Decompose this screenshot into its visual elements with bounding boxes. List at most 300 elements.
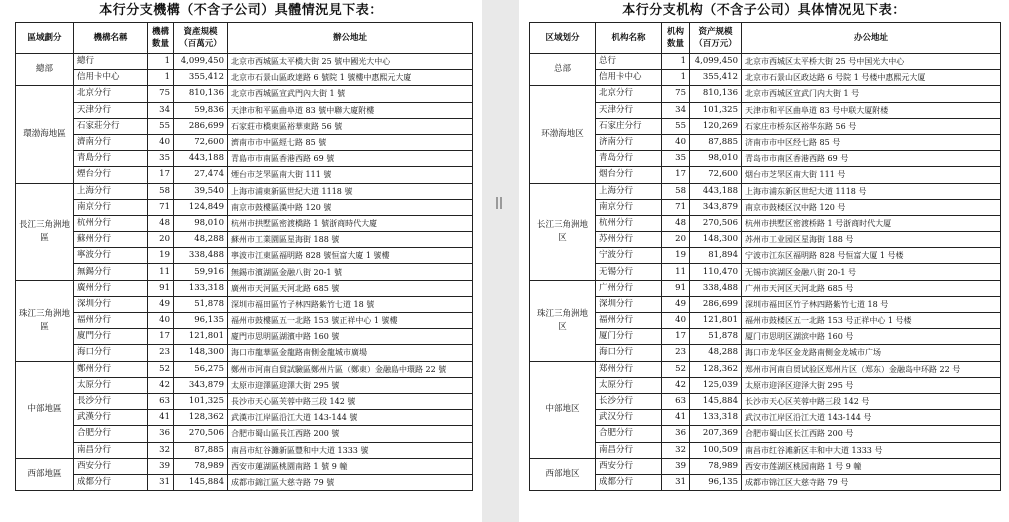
table-row: [530, 296, 1001, 312]
assets-cell: 355,412: [174, 70, 228, 86]
assets-cell: 270,506: [174, 426, 228, 442]
table-row: [16, 442, 473, 458]
branch-count-cell: 63: [148, 393, 174, 409]
branch-count-cell: 42: [662, 377, 690, 393]
branch-name-cell: 烟台分行: [596, 167, 662, 183]
page-title: 本行分支機構（不含子公司）具體情況見下表：: [99, 3, 383, 18]
branch-count-cell: 31: [148, 474, 174, 490]
address-cell: 石家莊市橋東區裕華東路 56 號: [228, 118, 473, 134]
assets-cell: 100,509: [690, 442, 742, 458]
assets-cell: 81,894: [690, 248, 742, 264]
branch-name-cell: 煙台分行: [74, 167, 148, 183]
assets-cell: 338,488: [174, 248, 228, 264]
table-row: [530, 264, 1001, 280]
branch-name-cell: 上海分行: [74, 183, 148, 199]
branch-name-cell: 南昌分行: [596, 442, 662, 458]
header-count: 机构 数量: [662, 23, 690, 54]
table-row: [530, 232, 1001, 248]
address-cell: 深圳市福田區竹子林四路紫竹七道 18 號: [228, 296, 473, 312]
assets-cell: 96,135: [174, 313, 228, 329]
table-header-row: [16, 23, 473, 54]
table-row: [530, 118, 1001, 134]
address-cell: 烟台市芝罘区南大街 111 号: [742, 167, 1001, 183]
address-cell: 杭州市拱墅区密渡桥路 1 号浙商时代大厦: [742, 215, 1001, 231]
branch-name-cell: 广州分行: [596, 280, 662, 296]
branch-name-cell: 太原分行: [74, 377, 148, 393]
table-row: [16, 329, 473, 345]
branch-count-cell: 32: [662, 442, 690, 458]
branch-name-cell: 北京分行: [74, 86, 148, 102]
region-cell: 长江三角洲地区: [530, 183, 596, 280]
branch-count-cell: 48: [148, 215, 174, 231]
table-row: [16, 296, 473, 312]
branch-name-cell: 成都分行: [74, 474, 148, 490]
assets-cell: 78,989: [174, 458, 228, 474]
branch-count-cell: 34: [148, 102, 174, 118]
document-page-simplified: [519, 0, 1009, 522]
branch-name-cell: 杭州分行: [74, 215, 148, 231]
branch-name-cell: 蘇州分行: [74, 232, 148, 248]
assets-cell: 51,878: [174, 296, 228, 312]
region-cell: 西部地區: [16, 458, 74, 490]
assets-cell: 72,600: [690, 167, 742, 183]
assets-cell: 51,878: [690, 329, 742, 345]
branch-name-cell: 總行: [74, 54, 148, 70]
branch-name-cell: 無錫分行: [74, 264, 148, 280]
branch-name-cell: 南京分行: [596, 199, 662, 215]
branch-name-cell: 廈門分行: [74, 329, 148, 345]
region-cell: 長江三角洲地區: [16, 183, 74, 280]
address-cell: 济南市市中区经七路 85 号: [742, 134, 1001, 150]
assets-cell: 145,884: [174, 474, 228, 490]
assets-cell: 27,474: [174, 167, 228, 183]
address-cell: 廣州市天河區天河北路 685 號: [228, 280, 473, 296]
assets-cell: 4,099,450: [174, 54, 228, 70]
address-cell: 宁波市江东区福明路 828 号恒富大厦 1 号楼: [742, 248, 1001, 264]
table-row: [530, 199, 1001, 215]
branch-count-cell: 63: [662, 393, 690, 409]
table-row: [16, 118, 473, 134]
assets-cell: 98,010: [174, 215, 228, 231]
table-row: [530, 167, 1001, 183]
header-branch-name: 机构名称: [596, 23, 662, 54]
address-cell: 无锡市滨湖区金融八街 20-1 号: [742, 264, 1001, 280]
address-cell: 武汉市江岸区沿江大道 143-144 号: [742, 410, 1001, 426]
header-branch-name: 機構名稱: [74, 23, 148, 54]
header-count: 機構 數量: [148, 23, 174, 54]
assets-cell: 443,188: [690, 183, 742, 199]
address-cell: 石家庄市桥东区裕华东路 56 号: [742, 118, 1001, 134]
branch-count-cell: 58: [148, 183, 174, 199]
address-cell: 合肥市蜀山区长江西路 200 号: [742, 426, 1001, 442]
address-cell: 煙台市芝罘區南大街 111 號: [228, 167, 473, 183]
address-cell: 廈門市思明區湖濱中路 160 號: [228, 329, 473, 345]
assets-cell: 810,136: [690, 86, 742, 102]
branch-count-cell: 19: [148, 248, 174, 264]
assets-cell: 124,849: [174, 199, 228, 215]
branch-count-cell: 58: [662, 183, 690, 199]
branch-count-cell: 75: [662, 86, 690, 102]
assets-cell: 128,362: [690, 361, 742, 377]
branch-name-cell: 长沙分行: [596, 393, 662, 409]
header-region: 區域劃分: [16, 23, 74, 54]
branch-name-cell: 苏州分行: [596, 232, 662, 248]
table-row: [16, 361, 473, 377]
assets-cell: 87,885: [174, 442, 228, 458]
address-cell: 郑州市河南自贸试验区郑州片区（郑东）金融岛中环路 22 号: [742, 361, 1001, 377]
branch-table: [15, 22, 473, 491]
address-cell: 長沙市天心區芙蓉中路三段 142 號: [228, 393, 473, 409]
table-row: [530, 426, 1001, 442]
branch-name-cell: 合肥分行: [596, 426, 662, 442]
address-cell: 北京市石景山區政達路 6 號院 1 號樓中惠熙元大廈: [228, 70, 473, 86]
branch-count-cell: 40: [662, 313, 690, 329]
assets-cell: 810,136: [174, 86, 228, 102]
header-assets: 资产规模 （百万元）: [690, 23, 742, 54]
branch-count-cell: 39: [148, 458, 174, 474]
branch-name-cell: 寧波分行: [74, 248, 148, 264]
address-cell: 南京市鼓樓區漢中路 120 號: [228, 199, 473, 215]
address-cell: 武漢市江岸區沿江大道 143-144 號: [228, 410, 473, 426]
branch-count-cell: 40: [662, 134, 690, 150]
table-row: [530, 280, 1001, 296]
branch-count-cell: 91: [662, 280, 690, 296]
address-cell: 西安市蓮湖區桃園南路 1 號 9 幢: [228, 458, 473, 474]
branch-count-cell: 23: [148, 345, 174, 361]
address-cell: 西安市莲湖区桃园南路 1 号 9 幢: [742, 458, 1001, 474]
branch-count-cell: 40: [148, 313, 174, 329]
branch-count-cell: 1: [148, 54, 174, 70]
assets-cell: 56,275: [174, 361, 228, 377]
assets-cell: 87,885: [690, 134, 742, 150]
address-cell: 杭州市拱墅區密渡橋路 1 號浙商時代大廈: [228, 215, 473, 231]
table-row: [530, 183, 1001, 199]
table-row: [530, 248, 1001, 264]
branch-count-cell: 49: [148, 296, 174, 312]
branch-count-cell: 35: [662, 151, 690, 167]
address-cell: 太原市迎泽区迎泽大街 295 号: [742, 377, 1001, 393]
branch-count-cell: 17: [662, 167, 690, 183]
branch-count-cell: 41: [148, 410, 174, 426]
assets-cell: 338,488: [690, 280, 742, 296]
branch-count-cell: 1: [148, 70, 174, 86]
table-row: [16, 70, 473, 86]
table-row: [16, 393, 473, 409]
table-row: [530, 377, 1001, 393]
table-row: [530, 345, 1001, 361]
address-cell: 濟南市市中區經七路 85 號: [228, 134, 473, 150]
assets-cell: 72,600: [174, 134, 228, 150]
address-cell: 南昌市红谷滩新区丰和中大道 1333 号: [742, 442, 1001, 458]
table-row: [16, 134, 473, 150]
table-row: [16, 410, 473, 426]
branch-name-cell: 信用卡中心: [596, 70, 662, 86]
table-row: [16, 458, 473, 474]
address-cell: 长沙市天心区芙蓉中路三段 142 号: [742, 393, 1001, 409]
assets-cell: 148,300: [174, 345, 228, 361]
assets-cell: 145,884: [690, 393, 742, 409]
branch-count-cell: 41: [662, 410, 690, 426]
table-row: [16, 345, 473, 361]
table-row: [16, 183, 473, 199]
assets-cell: 343,879: [174, 377, 228, 393]
branch-count-cell: 91: [148, 280, 174, 296]
table-row: [530, 361, 1001, 377]
assets-cell: 78,989: [690, 458, 742, 474]
address-cell: 青島市市南區香港西路 69 號: [228, 151, 473, 167]
branch-name-cell: 无锡分行: [596, 264, 662, 280]
table-row: [530, 151, 1001, 167]
branch-count-cell: 32: [148, 442, 174, 458]
branch-name-cell: 武汉分行: [596, 410, 662, 426]
branch-name-cell: 福州分行: [596, 313, 662, 329]
assets-cell: 133,318: [690, 410, 742, 426]
branch-count-cell: 17: [662, 329, 690, 345]
branch-name-cell: 海口分行: [596, 345, 662, 361]
table-row: [530, 86, 1001, 102]
address-cell: 福州市鼓樓區五一北路 153 號正祥中心 1 號樓: [228, 313, 473, 329]
address-cell: 厦门市思明区湖滨中路 160 号: [742, 329, 1001, 345]
branch-name-cell: 宁波分行: [596, 248, 662, 264]
split-view-handle[interactable]: [496, 197, 502, 209]
table-row: [16, 377, 473, 393]
assets-cell: 101,325: [690, 102, 742, 118]
branch-name-cell: 長沙分行: [74, 393, 148, 409]
branch-name-cell: 青島分行: [74, 151, 148, 167]
address-cell: 天津市和平区曲阜道 83 号中联大厦附楼: [742, 102, 1001, 118]
branch-count-cell: 48: [662, 215, 690, 231]
address-cell: 福州市鼓楼区五一北路 153 号正祥中心 1 号楼: [742, 313, 1001, 329]
branch-count-cell: 40: [148, 134, 174, 150]
branch-count-cell: 34: [662, 102, 690, 118]
region-cell: 珠江三角洲地区: [530, 280, 596, 361]
assets-cell: 39,540: [174, 183, 228, 199]
branch-count-cell: 55: [662, 118, 690, 134]
branch-count-cell: 31: [662, 474, 690, 490]
branch-name-cell: 鄭州分行: [74, 361, 148, 377]
branch-count-cell: 19: [662, 248, 690, 264]
branch-name-cell: 南京分行: [74, 199, 148, 215]
header-region: 区域划分: [530, 23, 596, 54]
table-row: [16, 474, 473, 490]
branch-count-cell: 71: [148, 199, 174, 215]
address-cell: 南昌市紅谷灘新區豐和中大道 1333 號: [228, 442, 473, 458]
table-row: [16, 54, 473, 70]
branch-name-cell: 廣州分行: [74, 280, 148, 296]
table-row: [530, 102, 1001, 118]
assets-cell: 286,699: [174, 118, 228, 134]
assets-cell: 110,470: [690, 264, 742, 280]
table-row: [16, 86, 473, 102]
address-cell: 蘇州市工業園區星海街 188 號: [228, 232, 473, 248]
branch-name-cell: 福州分行: [74, 313, 148, 329]
branch-count-cell: 23: [662, 345, 690, 361]
address-cell: 寧波市江東區福明路 828 號恒富大廈 1 號樓: [228, 248, 473, 264]
branch-count-cell: 39: [662, 458, 690, 474]
address-cell: 北京市西城區太平橋大街 25 號中國光大中心: [228, 54, 473, 70]
branch-name-cell: 海口分行: [74, 345, 148, 361]
address-cell: 北京市西城区宣武门内大街 1 号: [742, 86, 1001, 102]
branch-count-cell: 35: [148, 151, 174, 167]
assets-cell: 48,288: [174, 232, 228, 248]
assets-cell: 125,039: [690, 377, 742, 393]
branch-name-cell: 总行: [596, 54, 662, 70]
branch-name-cell: 济南分行: [596, 134, 662, 150]
branch-name-cell: 武漢分行: [74, 410, 148, 426]
address-cell: 北京市石景山区政达路 6 号院 1 号楼中惠熙元大厦: [742, 70, 1001, 86]
branch-name-cell: 成都分行: [596, 474, 662, 490]
assets-cell: 59,916: [174, 264, 228, 280]
branch-count-cell: 49: [662, 296, 690, 312]
address-cell: 太原市迎澤區迎澤大街 295 號: [228, 377, 473, 393]
branch-count-cell: 11: [662, 264, 690, 280]
assets-cell: 343,879: [690, 199, 742, 215]
address-cell: 成都市锦江区大慈寺路 79 号: [742, 474, 1001, 490]
assets-cell: 270,506: [690, 215, 742, 231]
assets-cell: 207,369: [690, 426, 742, 442]
table-row: [16, 102, 473, 118]
table-row: [16, 199, 473, 215]
table-row: [16, 264, 473, 280]
branch-name-cell: 杭州分行: [596, 215, 662, 231]
branch-name-cell: 濟南分行: [74, 134, 148, 150]
table-row: [16, 151, 473, 167]
assets-cell: 120,269: [690, 118, 742, 134]
table-row: [16, 248, 473, 264]
assets-cell: 4,099,450: [690, 54, 742, 70]
table-row: [530, 329, 1001, 345]
branch-name-cell: 青岛分行: [596, 151, 662, 167]
branch-name-cell: 深圳分行: [74, 296, 148, 312]
branch-name-cell: 上海分行: [596, 183, 662, 199]
table-row: [530, 313, 1001, 329]
address-cell: 上海市浦東新區世紀大道 1118 號: [228, 183, 473, 199]
branch-count-cell: 71: [662, 199, 690, 215]
region-cell: 环渤海地区: [530, 86, 596, 183]
branch-count-cell: 36: [148, 426, 174, 442]
assets-cell: 121,801: [174, 329, 228, 345]
branch-name-cell: 北京分行: [596, 86, 662, 102]
page-title: 本行分支机构（不含子公司）具体情况见下表：: [622, 3, 906, 18]
assets-cell: 121,801: [690, 313, 742, 329]
branch-count-cell: 17: [148, 329, 174, 345]
assets-cell: 98,010: [690, 151, 742, 167]
region-cell: 珠江三角洲地區: [16, 280, 74, 361]
branch-name-cell: 天津分行: [74, 102, 148, 118]
address-cell: 上海市浦东新区世纪大道 1118 号: [742, 183, 1001, 199]
address-cell: 北京市西城區宣武門內大街 1 號: [228, 86, 473, 102]
branch-name-cell: 西安分行: [596, 458, 662, 474]
assets-cell: 443,188: [174, 151, 228, 167]
address-cell: 苏州市工业园区星海街 188 号: [742, 232, 1001, 248]
branch-count-cell: 17: [148, 167, 174, 183]
table-row: [530, 410, 1001, 426]
branch-count-cell: 52: [148, 361, 174, 377]
table-header-row: [530, 23, 1001, 54]
table-row: [16, 426, 473, 442]
assets-cell: 355,412: [690, 70, 742, 86]
address-cell: 成都市錦江區大慈寺路 79 號: [228, 474, 473, 490]
header-address: 辦公地址: [228, 23, 473, 54]
branch-name-cell: 南昌分行: [74, 442, 148, 458]
branch-name-cell: 天津分行: [596, 102, 662, 118]
branch-count-cell: 42: [148, 377, 174, 393]
address-cell: 海口市龙华区金龙路南侧金龙城市广场: [742, 345, 1001, 361]
document-page-traditional: [0, 0, 482, 522]
address-cell: 天津市和平區曲阜道 83 號中聯大廈附樓: [228, 102, 473, 118]
region-cell: 環渤海地區: [16, 86, 74, 183]
branch-count-cell: 36: [662, 426, 690, 442]
branch-name-cell: 西安分行: [74, 458, 148, 474]
address-cell: 鄭州市河南自貿試驗區鄭州片區（鄭東）金融島中環路 22 號: [228, 361, 473, 377]
address-cell: 广州市天河区天河北路 685 号: [742, 280, 1001, 296]
branch-count-cell: 20: [662, 232, 690, 248]
table-row: [530, 393, 1001, 409]
region-cell: 中部地區: [16, 361, 74, 458]
assets-cell: 148,300: [690, 232, 742, 248]
address-cell: 深圳市福田区竹子林四路紫竹七道 18 号: [742, 296, 1001, 312]
branch-name-cell: 深圳分行: [596, 296, 662, 312]
branch-count-cell: 11: [148, 264, 174, 280]
branch-name-cell: 石家庄分行: [596, 118, 662, 134]
branch-count-cell: 55: [148, 118, 174, 134]
branch-table: [529, 22, 1001, 491]
assets-cell: 133,318: [174, 280, 228, 296]
branch-count-cell: 1: [662, 70, 690, 86]
address-cell: 合肥市蜀山區長江西路 200 號: [228, 426, 473, 442]
assets-cell: 101,325: [174, 393, 228, 409]
table-row: [16, 232, 473, 248]
branch-name-cell: 石家莊分行: [74, 118, 148, 134]
table-row: [530, 54, 1001, 70]
branch-name-cell: 厦门分行: [596, 329, 662, 345]
header-address: 办公地址: [742, 23, 1001, 54]
table-row: [530, 215, 1001, 231]
address-cell: 北京市西城区太平桥大街 25 号中国光大中心: [742, 54, 1001, 70]
table-row: [16, 215, 473, 231]
assets-cell: 59,836: [174, 102, 228, 118]
address-cell: 南京市鼓楼区汉中路 120 号: [742, 199, 1001, 215]
branch-count-cell: 52: [662, 361, 690, 377]
table-row: [530, 134, 1001, 150]
branch-count-cell: 1: [662, 54, 690, 70]
table-row: [16, 313, 473, 329]
table-row: [530, 474, 1001, 490]
assets-cell: 96,135: [690, 474, 742, 490]
assets-cell: 128,362: [174, 410, 228, 426]
branch-count-cell: 75: [148, 86, 174, 102]
branch-count-cell: 20: [148, 232, 174, 248]
table-row: [530, 442, 1001, 458]
address-cell: 海口市龍華區金龍路南側金龍城市廣場: [228, 345, 473, 361]
region-cell: 總部: [16, 54, 74, 86]
header-assets: 資產規模 （百萬元）: [174, 23, 228, 54]
branch-name-cell: 合肥分行: [74, 426, 148, 442]
branch-name-cell: 郑州分行: [596, 361, 662, 377]
branch-name-cell: 太原分行: [596, 377, 662, 393]
region-cell: 总部: [530, 54, 596, 86]
address-cell: 無錫市濱湖區金融八街 20-1 號: [228, 264, 473, 280]
address-cell: 青岛市市南区香港西路 69 号: [742, 151, 1001, 167]
region-cell: 西部地区: [530, 458, 596, 490]
assets-cell: 286,699: [690, 296, 742, 312]
table-row: [530, 458, 1001, 474]
table-row: [16, 280, 473, 296]
branch-name-cell: 信用卡中心: [74, 70, 148, 86]
region-cell: 中部地区: [530, 361, 596, 458]
assets-cell: 48,288: [690, 345, 742, 361]
table-row: [16, 167, 473, 183]
